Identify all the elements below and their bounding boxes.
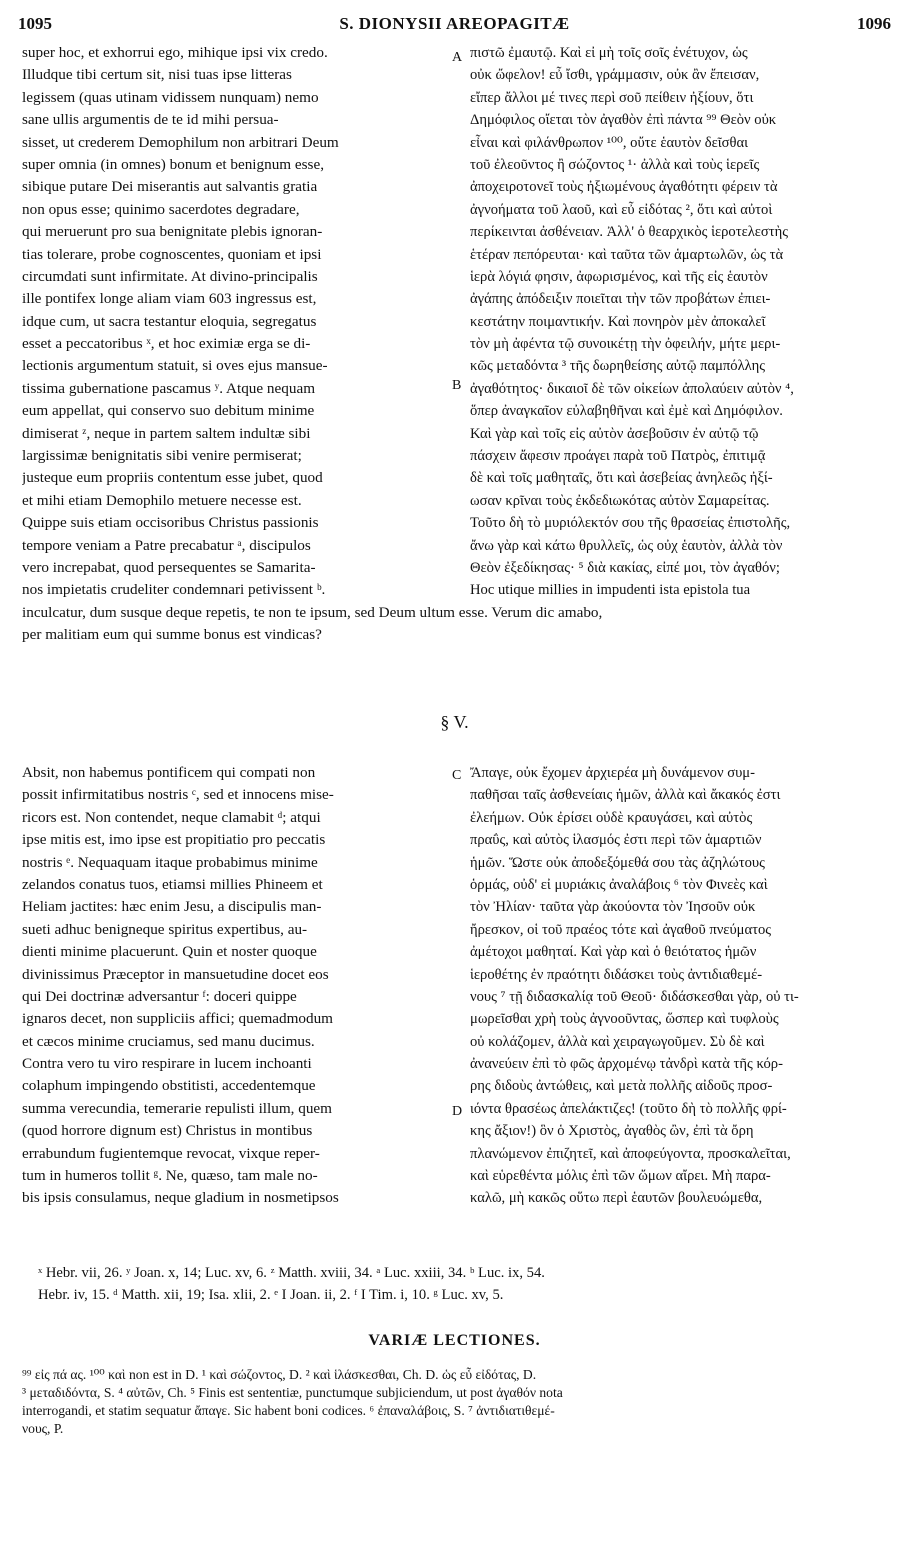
text-line: Quippe suis etiam occisoribus Christus passionis — [22, 514, 319, 532]
text-line: κης ἄξιον!) ὃν ὁ Χριστὸς, ἀγαθὸς ὢν, ἐπὶ τὰ ὄρη — [470, 1123, 754, 1140]
text-line: nostris ᵉ. Nequaquam itaque probabimus minime — [22, 853, 318, 871]
text-line: ille pontifex longe aliam viam 603 ingressus est, — [22, 290, 317, 308]
text-line: πραΰς, καὶ αὐτὸς ἱλασμός ἐστι περὶ τῶν ἁμαρτιῶν — [470, 832, 762, 849]
greek-column-bottom — [470, 762, 892, 1210]
text-line: ἡμῶν. Ὥστε οὐκ ἀποδεξόμεθά σου τὰς ἀζηλώτους — [470, 854, 765, 871]
text-line: sueti adhuc benigneque spiritus expertibus, au- — [22, 920, 308, 938]
text-line: colaphum impingendo obstitisti, accedentemque — [22, 1077, 316, 1095]
scripture-footnotes — [38, 1262, 898, 1306]
text-line: qui meruerunt pro sua benignitate plebis ignoran- — [22, 223, 323, 241]
text-line: non opus esse; quinimo sacerdotes degradare, — [22, 200, 300, 218]
variae-lectiones — [22, 1366, 892, 1438]
text-line: ἀποχειροτονεῖ τοὺς ἠξιωμένους ἀγαθότητι φέρειν τὰ — [470, 179, 778, 196]
greek-column-top — [470, 42, 892, 602]
text-line: largissimæ benignitatis sibi venire permiserat; — [22, 447, 302, 465]
text-line: καὶ εὑρεθέντα μόλις ἐπὶ τῶν ὤμων αἴρει. Μὴ παρα- — [470, 1168, 771, 1185]
full-width-continuation — [22, 602, 892, 647]
text-line: Heliam jactites: hæc enim Jesu, a discipulis man- — [22, 898, 322, 916]
text-line: sisset, ut crederem Demophilum non arbitrari Deum — [22, 133, 339, 151]
text-line: idque cum, ut sacra testantur eloquia, segregatus — [22, 312, 317, 330]
text-line: Contra vero tu viro respirare in lucem inchoanti — [22, 1055, 312, 1073]
text-line: περίκεινται ἀσθένειαν. Ἀλλ' ὁ θεαρχικὸς ἱεροτελεστὴς — [470, 224, 789, 241]
text-line: zelandos conatus tuos, etiamsi millies Phineem et — [22, 875, 323, 893]
text-line: Δημόφιλος οἴεται τὸν ἀγαθὸν ἐπὶ πάντα ⁹⁹ Θεὸν οὐκ — [470, 112, 777, 129]
latin-column-top — [22, 42, 447, 602]
text-line: legissem (quas utinam vidissem nunquam) nemo — [22, 88, 319, 106]
text-line: Absit, non habemus pontificem qui compati non — [22, 764, 316, 781]
text-line: καλῶ, μὴ κακῶς οὕτω περὶ ἑαυτῶν βουλευώμεθα, — [470, 1190, 763, 1207]
latin-column-bottom — [22, 762, 447, 1210]
text-line: ωσαν κρῖναι τοὺς ἐκδεδιωκότας αὐτὸν Σαμαρείτας. — [470, 492, 770, 509]
text-line: summa verecundia, temerarie repulisti illum, quem — [22, 1099, 332, 1117]
section-heading: § V. — [440, 712, 469, 732]
text-line: ρης διδοὺς ἀντώθεις, καὶ μετὰ πολλῆς αἰδοῦς προσ- — [470, 1078, 773, 1095]
text-line: super omnia (in omnes) bonum et benignum esse, — [22, 155, 325, 173]
text-line: esset a peccatoribus ˣ, et hoc eximiæ erga se di- — [22, 335, 311, 353]
text-line: Hoc utique millies in impudenti ista epistola tua — [470, 582, 751, 599]
text-line: ἤρεσκον, οἱ τοῦ πραέος τότε καὶ ἀγαθοῦ πνεύματος — [470, 921, 772, 938]
text-line: ricors est. Non contendet, neque clamabit ᵈ; atqui — [22, 808, 321, 826]
text-line: ἀγαθότητος· δικαιοῖ δὲ τῶν οἰκείων ἀπολαύειν αὐτὸν ⁴, — [470, 380, 794, 397]
text-line: eum appellat, qui conservo suo debitum minime — [22, 402, 315, 420]
text-line: sibique putare Dei miserantis aut salvantis gratia — [22, 178, 318, 196]
variant-line: interrogandi, et statim sequatur ἄπαγε. Sic habent boni codices. ⁶ ἐπαναλάβοις, S. ⁷ ἀντιδιατιθεμέ- — [22, 1403, 555, 1418]
text-line: παθῆσαι ταῖς ἀσθενείαις ἡμῶν, ἀλλὰ καὶ ἄκακός ἐστι — [470, 787, 781, 804]
text-line: οὐκ ὤφελον! εὖ ἴσθι, γράμμασιν, οὐκ ἂν ἔπεισαν, — [470, 67, 760, 84]
text-line: τοῦ ἐλεοῦντος ἢ σώζοντος ¹· ἀλλὰ καὶ τοὺς ἱερεῖς — [470, 156, 760, 173]
text-line: (quod horrore dignum est) Christus in montibus — [22, 1122, 313, 1140]
text-line: bis ipsis consulamus, neque gladium in nosmetipsos — [22, 1189, 339, 1207]
margin-marker-a: A — [452, 50, 463, 65]
text-line: et mihi etiam Demophilo metuere necesse est. — [22, 491, 302, 509]
text-line: nos impietatis crudeliter condemnari petivissent ᵇ. — [22, 581, 326, 599]
text-line: τὸν Ἠλίαν· ταῦτα γὰρ ἀκούοντα τὸν Ἰησοῦν οὐκ — [470, 899, 756, 916]
text-line: ἱερὰ λόγιά φησιν, ἀφωρισμένος, καὶ τῆς εἰς ἑαυτὸν — [470, 268, 768, 285]
right-page-number: 1096 — [857, 14, 891, 33]
text-line: lectionis argumentum statuit, si oves ejus mansue- — [22, 357, 328, 375]
left-page-number: 1095 — [18, 14, 52, 33]
text-line: qui Dei doctrinæ adversantur ᶠ: doceri quippe — [22, 987, 297, 1005]
text-line: μωρεῖσθαι χρὴ τοὺς ἀγνοοῦντας, ὥσπερ καὶ τυφλοὺς — [470, 1011, 779, 1028]
text-line: ἀνανεύειν ἐπὶ τὸ φῶς ἀρχομένῳ τἀνδρὶ κατὰ τῆς κόρ- — [470, 1056, 783, 1073]
text-line: ὁρμάς, οὐδ' εἰ μυριάκις ἀναλάβοις ⁶ τὸν Φινεὲς καὶ — [470, 876, 768, 893]
text-line: super hoc, et exhorrui ego, mihique ipsi vix credo. — [22, 44, 328, 61]
text-line: tias tolerare, probe cognoscentes, quoniam et ipsi — [22, 245, 322, 263]
text-line: tum in humeros tollit ᵍ. Ne, quæso, tam male no- — [22, 1167, 318, 1185]
text-line: ὅπερ ἀναγκαῖον εὐλαβηθῆναι καὶ ἐμὲ καὶ Δημόφιλον. — [470, 403, 783, 420]
text-line: Καὶ γὰρ καὶ τοῖς εἰς αὐτὸν ἀσεβοῦσιν ἐν αὐτῷ τῷ — [470, 425, 759, 442]
text-line: ἀγάπης ἀπόδειξιν ποιεῖται τὴν τῶν προβάτων ἐπιει- — [470, 291, 771, 308]
text-line: et cæcos minime cruciamus, sed manu ducimus. — [22, 1032, 315, 1050]
text-line: οὐ κολάζομεν, ἀλλὰ καὶ χειραγωγοῦμεν. Σὺ δὲ καὶ — [470, 1033, 765, 1050]
text-line: possit infirmitatibus nostris ᶜ, sed et innocens mise- — [22, 786, 334, 804]
text-line: errabundum fugientemque revocat, vixque reper- — [22, 1144, 320, 1162]
margin-marker-c: C — [452, 768, 462, 783]
text-line: νους ⁷ τῇ διδασκαλίᾳ τοῦ Θεοῦ· διδάσκεσθαι γὰρ, οὐ τι- — [470, 988, 799, 1005]
running-title: S. DIONYSII AREOPAGITÆ — [339, 14, 570, 33]
text-line: πλανώμενον ἐπιζητεῖ, καὶ ἀποφεύγοντα, προσκαλεῖται, — [470, 1145, 791, 1162]
variant-line: νους, P. — [22, 1421, 64, 1436]
text-line: ἄνω γὰρ καὶ κάτω θρυλλεῖς, ὡς οὐχ ἑαυτὸν, ἀλλὰ τὸν — [470, 537, 783, 554]
page-header — [18, 14, 891, 40]
text-line: ἱεροθέτης ἐν πραότητι διδάσκει τοὺς ἀντιδιαθεμέ- — [470, 966, 763, 983]
text-line: ipse mitis est, imo ipse est propitiatio pro peccatis — [22, 831, 326, 849]
footnote-line: Hebr. iv, 15. ᵈ Matth. xii, 19; Isa. xlii, 2. ᵉ I Joan. ii, 2. ᶠ I Tim. i, 10. ᵍ Luc. xv, 5. — [38, 1287, 504, 1303]
text-line: πιστῶ ἐμαυτῷ. Καὶ εἰ μὴ τοῖς σοῖς ἐνέτυχον, ὡς — [470, 45, 748, 61]
text-line: inculcatur, dum susque deque repetis, te non te ipsum, sed Deum ultum esse. Verum dic amabo, — [22, 604, 603, 621]
text-line: Θεὸν ἐξεδίκησας· ⁵ διὰ κακίας, εἰπέ μοι, τὸν ἀγαθόν; — [470, 559, 780, 576]
text-line: κῶς μεταδόντα ³ τῆς δωρηθείσης αὐτῷ παμπόλλης — [470, 358, 766, 375]
variant-line: ⁹⁹ εἰς πά ας. ¹⁰⁰ καὶ non est in D. ¹ καὶ σώζοντος, D. ² καὶ ἱλάσκεσθαι, Ch. D. ὡς εὖ εἰδότας, D. — [22, 1367, 537, 1382]
text-line: εἶναι καὶ φιλάνθρωπον ¹⁰⁰, οὔτε ἑαυτὸν δεῖσθαι — [470, 134, 749, 151]
text-line: tissima gubernatione pascamus ʸ. Atque nequam — [22, 379, 316, 397]
text-line: dienti minime placuerunt. Quin et noster quoque — [22, 943, 317, 961]
text-line: πάσχειν ἄφεσιν προάγει παρὰ τοῦ Πατρὸς, ἐπιτιμᾷ — [470, 448, 766, 465]
text-line: ιόντα θρασέως ἀπελάκτιζες! (τοῦτο δὴ τὸ πολλῆς φρί- — [470, 1100, 787, 1117]
margin-marker-d: D — [452, 1104, 463, 1119]
text-line: εἴπερ ἄλλοι μέ τινες περὶ σοῦ πείθειν ἠξίουν, ὅτι — [470, 89, 754, 106]
text-line: ἐλεήμων. Οὐκ ἐρίσει οὐδὲ κραυγάσει, καὶ αὐτὸς — [470, 809, 753, 826]
text-line: vero increpabat, quod persequentes se Samarita- — [22, 558, 316, 576]
text-line: dimiserat ᶻ, neque in partem saltem indultæ sibi — [22, 424, 311, 442]
text-line: ignaros decet, non suppliciis affici; quemadmodum — [22, 1010, 333, 1028]
text-line: per malitiam eum qui summe bonus est vindicas? — [22, 626, 322, 644]
text-line: ἀμέτοχοι μαθηταί. Καὶ γὰρ καὶ ὁ θειότατος ἡμῶν — [470, 944, 757, 961]
text-line: sane ullis argumentis de te id mihi persua- — [22, 111, 279, 129]
variae-lectiones-title: VARIÆ LECTIONES. — [368, 1332, 541, 1349]
footnote-line: ˣ Hebr. vii, 26. ʸ Joan. x, 14; Luc. xv, 6. ᶻ Matth. xviii, 34. ᵃ Luc. xxiii, 34. ᵇ Luc. ix, 54. — [38, 1265, 545, 1281]
text-line: Τοῦτο δὴ τὸ μυριόλεκτόν σου τῆς θρασείας ἐπιστολῆς, — [470, 515, 791, 532]
text-line: Illudque tibi certum sit, nisi tuas ipse litteras — [22, 66, 292, 84]
text-line: τὸν μὴ ἀφέντα τῷ συνοικέτῃ τὴν ὀφειλήν, μήτε μερι- — [470, 336, 781, 353]
text-line: Ἄπαγε, οὐκ ἔχομεν ἀρχιερέα μὴ δυνάμενον συμ- — [470, 765, 755, 781]
text-line: κεστάτην ποιμαντικήν. Καὶ πονηρὸν μὲν ἀποκαλεῖ — [470, 313, 766, 330]
text-line: circumdati sunt infirmitate. At divino-principalis — [22, 267, 318, 285]
text-line: divinissimus Præceptor in mansuetudine docet eos — [22, 965, 329, 983]
text-line: tempore veniam a Patre precabatur ᵃ, discipulos — [22, 536, 311, 554]
variant-line: ³ μεταδιδόντα, S. ⁴ αὐτῶν, Ch. ⁵ Finis est sententiæ, punctumque subjiciendum, ut post ἀγαθόν nota — [22, 1385, 563, 1400]
text-line: δὲ καὶ τοῖς μαθηταῖς, ὅτι καὶ ἀσεβείας ἀνηλεῶς ἠξί- — [470, 470, 773, 487]
text-line: justeque eum propriis contentum esse jubet, quod — [22, 469, 323, 487]
text-line: ἑτέραν πεπόρευται· καὶ ταῦτα τῶν ἁμαρτωλῶν, ὡς τὰ — [470, 246, 784, 263]
text-line: ἀγνοήματα τοῦ λαοῦ, καὶ εὖ εἰδότας ², ὅτι καὶ αὐτοὶ — [470, 201, 773, 218]
margin-marker-b: B — [452, 378, 462, 393]
